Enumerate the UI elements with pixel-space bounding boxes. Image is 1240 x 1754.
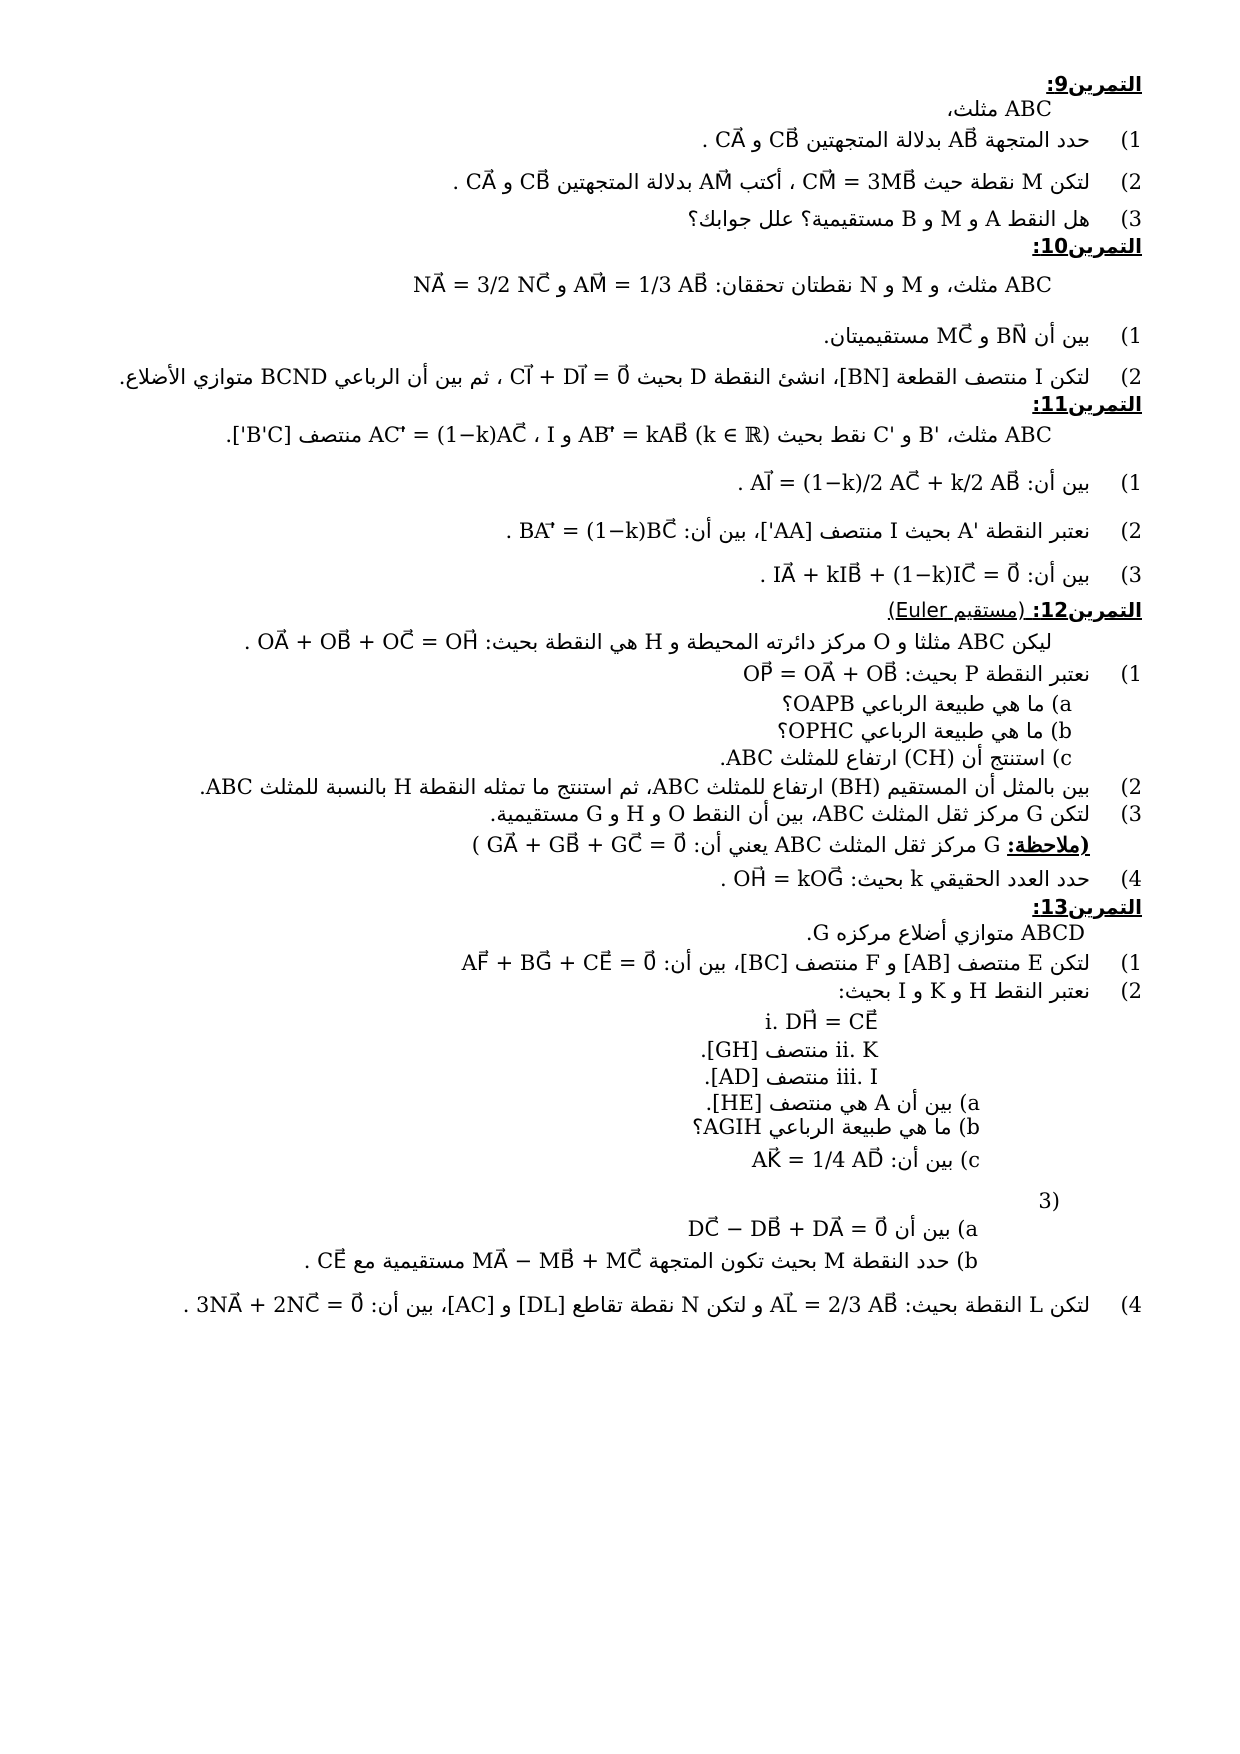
note-text: G مركز ثقل المثلث ABC يعني أن: GA⃗ + GB⃗ + GC⃗ = 0⃗ ) <box>471 833 1001 857</box>
exercise-9-q1: حدد المتجهة AB⃗ بدلالة المتجهتين CB⃗ و CA⃗ . <box>701 128 1090 152</box>
exercise-12-q1a: a) ما هي طبيعة الرباعي OAPB؟ <box>781 692 1072 716</box>
exercise-13-q2iii: iii. I منتصف [AD]. <box>703 1065 878 1089</box>
exercise-12-q3: لتكن G مركز ثقل المثلث ABC، بين أن النقط O و H و G مستقيمية. <box>489 802 1090 826</box>
exercise-12-q1b: b) ما هي طبيعة الرباعي OPHC؟ <box>776 719 1072 743</box>
item-number: (3 <box>1120 207 1142 231</box>
exercise-12-q1c: c) استنتج أن (CH) ارتفاع للمثلث ABC. <box>719 746 1072 770</box>
exercise-13-q3a: a) بين أن DC⃗ − DB⃗ + DA⃗ = 0⃗ <box>687 1217 978 1241</box>
item-number: (2 <box>1120 519 1142 543</box>
exercise-9-q2: لتكن M نقطة حيث CM⃗ = 3MB⃗ ، أكتب AM⃗ بدلالة المتجهتين CB⃗ و CA⃗ . <box>452 170 1090 194</box>
exercise-12-intro: ليكن ABC مثلثا و O مركز دائرته المحيطة و H هي النقطة بحيث: OA⃗ + OB⃗ + OC⃗ = OH⃗ . <box>243 630 1052 654</box>
item-number: (4 <box>1120 867 1142 891</box>
item-number: (2 <box>1120 170 1142 194</box>
item-number: (3 <box>1120 802 1142 826</box>
item-number: (1 <box>1120 471 1142 495</box>
note-label: (ملاحظة: <box>1007 832 1090 857</box>
exercise-11-intro: ABC مثلث، 'B و 'C نقط بحيث (k ∈ ℝ) AB'⃗ = kAB⃗ و AC'⃗ = (1−k)AC⃗ ، I منتصف [B'C']. <box>225 423 1052 447</box>
exercise-13-q2b: b) ما هي طبيعة الرباعي AGIH؟ <box>692 1115 980 1139</box>
exercise-12-note <box>472 830 1090 860</box>
item-number: (4 <box>1120 1293 1142 1317</box>
exercise-13-intro: ABCD متوازي أضلاع مركزه G. <box>805 921 1085 945</box>
exercise-9-title: التمرين9: <box>1046 72 1142 96</box>
exercise-13-q2a: a) بين أن A هي منتصف [HE]. <box>705 1091 980 1115</box>
exercise-13-q3b: b) حدد النقطة M بحيث تكون المتجهة MA⃗ − MB⃗ + MC⃗ مستقيمية مع CE⃗ . <box>303 1249 978 1273</box>
exercise-11-title: التمرين11: <box>1032 392 1142 416</box>
exercise-13-q2i: i. DH⃗ = CE⃗ <box>765 1010 878 1034</box>
exercise-12-subtitle: (مستقيم Euler) <box>887 598 1026 622</box>
item-number: (2 <box>1120 979 1142 1003</box>
item-number: (2 <box>1120 775 1142 799</box>
exercise-10-intro: ABC مثلث، و M و N نقطتان تحققان: AM⃗ = 1/3 AB⃗ و NA⃗ = 3/2 NC⃗ <box>413 273 1052 297</box>
exercise-12-title: التمرين12: <box>1032 598 1142 622</box>
item-number: (1 <box>1120 951 1142 975</box>
exercise-13-q2: نعتبر النقط H و K و I بحيث: <box>837 979 1090 1003</box>
exercise-10-title: التمرين10: <box>1032 234 1142 258</box>
exercise-13-q4: لتكن L النقطة بحيث: AL⃗ = 2/3 AB⃗ و لتكن N نقطة تقاطع [DL] و [AC]، بين أن: 3NA⃗ + 2NC⃗ = 0⃗ . <box>182 1293 1090 1317</box>
exercise-12-q1: نعتبر النقطة P بحيث: OP⃗ = OA⃗ + OB⃗ <box>742 662 1090 686</box>
item-number: (2 <box>1120 365 1142 389</box>
exercise-11-q1: بين أن: AI⃗ = (1−k)/2 AC⃗ + k/2 AB⃗ . <box>737 471 1090 495</box>
exercise-13-q2ii: ii. K منتصف [GH]. <box>700 1038 878 1062</box>
exercise-12-header <box>888 596 1142 624</box>
item-number: (1 <box>1120 662 1142 686</box>
exercise-12-q4: حدد العدد الحقيقي k بحيث: OH⃗ = kOG⃗ . <box>719 867 1090 891</box>
exercise-9-q3: هل النقط A و M و B مستقيمية؟ علل جوابك؟ <box>687 207 1090 231</box>
exercise-10-q2: لتكن I منتصف القطعة [BN]، انشئ النقطة D بحيث CI⃗ + DI⃗ = 0⃗ ، ثم بين أن الرباعي BCND متوازي الأضلاع. <box>118 365 1090 389</box>
exercise-10-q1: بين أن BN⃗ و MC⃗ مستقيميتان. <box>823 324 1090 348</box>
exercise-13-title: التمرين13: <box>1032 895 1142 919</box>
exercise-11-q3: بين أن: IA⃗ + kIB⃗ + (1−k)IC⃗ = 0⃗ . <box>759 563 1090 587</box>
exercise-11-q2: نعتبر النقطة 'A بحيث I منتصف [AA']، بين أن: BA'⃗ = (1−k)BC⃗ . <box>505 519 1090 543</box>
exercise-13-q2c: c) بين أن: AK⃗ = 1/4 AD⃗ <box>751 1148 980 1172</box>
item-number: (3 <box>1120 563 1142 587</box>
item-number: (1 <box>1120 324 1142 348</box>
item-number: (1 <box>1120 128 1142 152</box>
exercise-13-q1: لتكن E منتصف [AB] و F منتصف [BC]، بين أن: AF⃗ + BG⃗ + CE⃗ = 0⃗ <box>461 951 1090 975</box>
exercise-13-q3: (3 <box>1038 1189 1060 1213</box>
exercise-12-q2: بين بالمثل أن المستقيم (BH) ارتفاع للمثلث ABC، ثم استنتج ما تمثله النقطة H بالنسبة للمثلث ABC. <box>199 775 1090 799</box>
exercise-9-intro: ABC مثلث، <box>946 97 1052 121</box>
